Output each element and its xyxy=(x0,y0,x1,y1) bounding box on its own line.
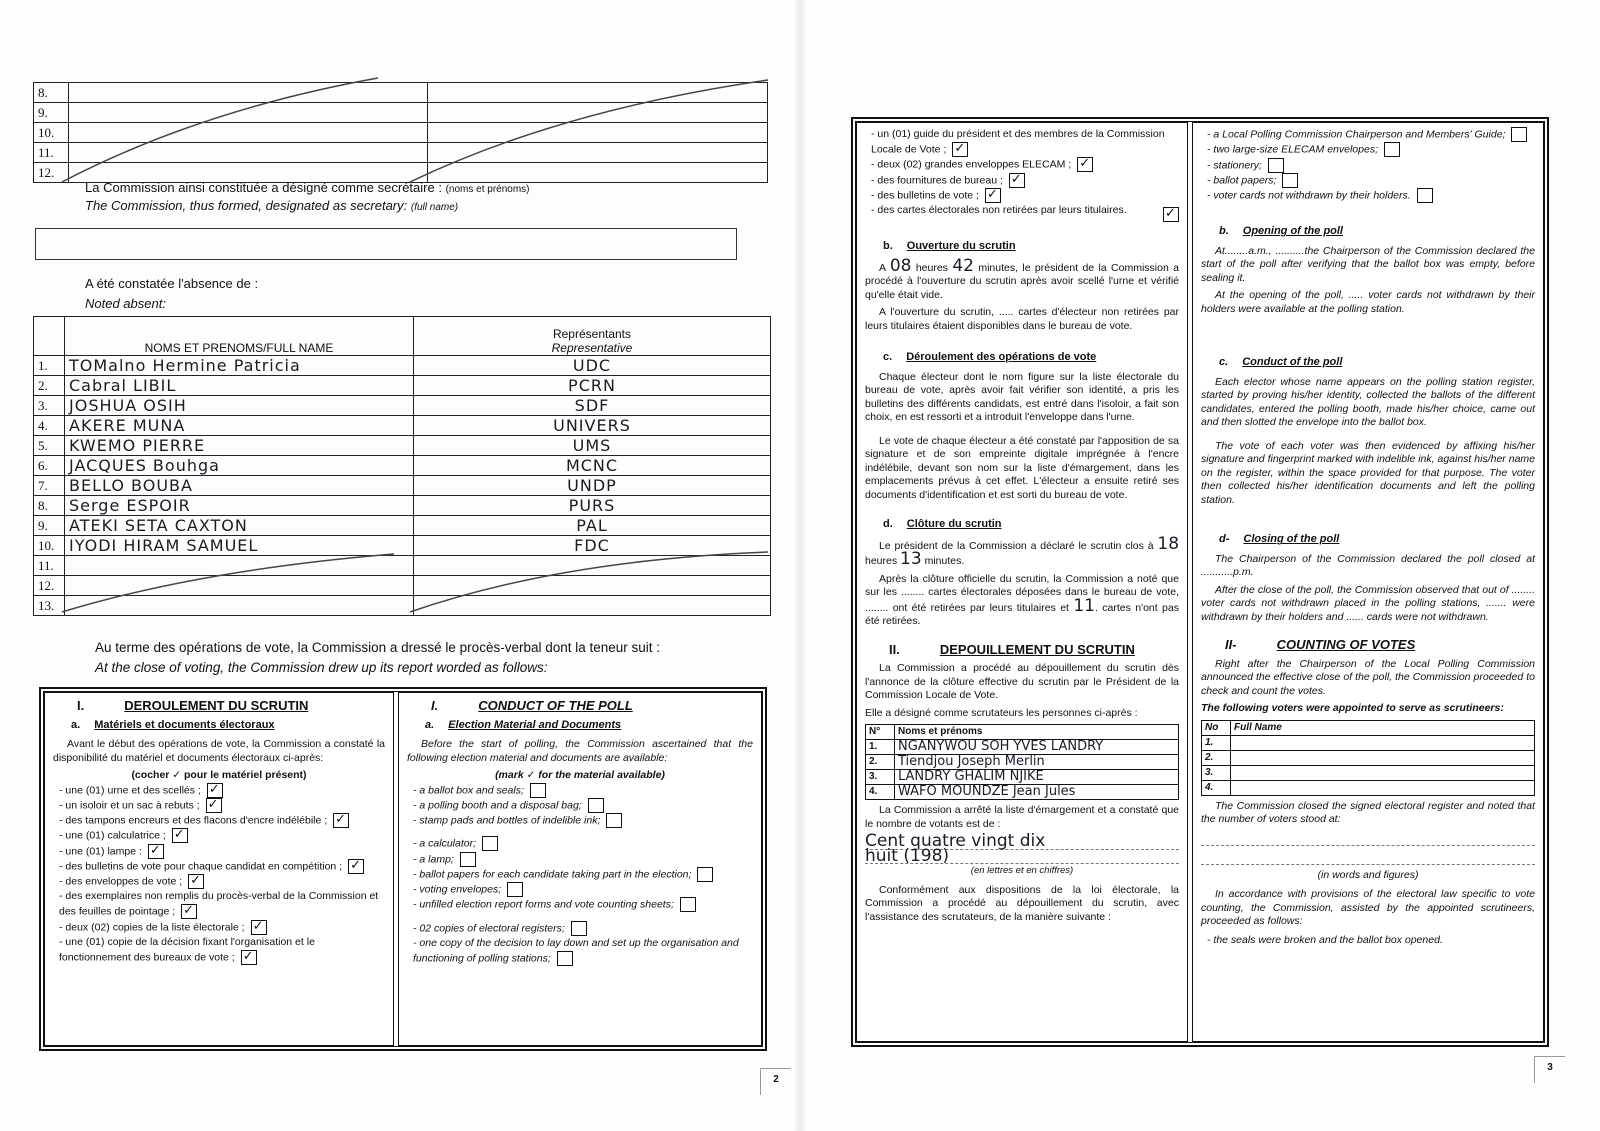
checkbox-checked[interactable] xyxy=(1163,207,1179,222)
row-number: 9. xyxy=(34,103,69,123)
absent-name: AKERE MUNA xyxy=(65,416,414,436)
section-intro: Avant le début des opérations de vote, la Commission a constaté la disponibilité du matériel et documents électoraux ci-après: xyxy=(53,738,385,764)
table-row: 5. KWEMO PIERRE UMS xyxy=(34,436,771,456)
absent-table xyxy=(33,316,771,616)
voters-count-figures[interactable]: huit (198) xyxy=(865,850,1179,865)
checklist-item: - a lamp; xyxy=(407,852,753,867)
table-row: 10. IYODI HIRAM SAMUEL FDC xyxy=(34,536,771,556)
checklist-item: - unfilled election report forms and vote counting sheets; xyxy=(407,897,753,912)
checkbox-empty[interactable] xyxy=(557,951,573,966)
secretary-field[interactable] xyxy=(35,228,737,260)
checkbox-checked[interactable] xyxy=(952,142,968,157)
absent-rep xyxy=(414,576,771,596)
checkbox-empty[interactable] xyxy=(460,852,476,867)
checkbox-checked[interactable] xyxy=(148,844,164,859)
absent-rep: UDC xyxy=(414,356,771,376)
table-header xyxy=(34,317,771,356)
checkbox-empty[interactable] xyxy=(1511,127,1527,142)
section-title: DEROULEMENT DU SCRUTIN xyxy=(124,698,309,713)
instruction: (mark ✓ for the material available) xyxy=(495,769,665,781)
absent-label-fr: A été constatée l'absence de : xyxy=(85,276,259,291)
checklist-item: - a polling booth and a disposal bag; xyxy=(407,798,753,813)
scrutineer-name[interactable] xyxy=(1231,750,1535,765)
absent-name: IYODI HIRAM SAMUEL xyxy=(65,536,414,556)
absent-rep: PURS xyxy=(414,496,771,516)
checkbox-empty[interactable] xyxy=(588,798,604,813)
uncollected-cards[interactable]: 11 xyxy=(1073,595,1095,616)
section-1-en: I. CONDUCT OF THE POLL a. Election Material and Documents Before the start of polling, the Commission ascertained that the following election material and documents are available: (mark ✓ for the material available) - a ballot box and seals; - a polling booth and a disposal bag; - stamp pads and bottles of indelible ink; - a calculator; - a lamp; - ballot papers for each candidate taking part in the election; - voting envelopes; - unfilled election report forms and vote counting sheets; - 02 copies of electoral registers; - one copy of the decision to lay down and set up the organisation and functioning of polling stations; xyxy=(398,692,762,1046)
section-1-box xyxy=(40,688,766,1050)
absent-name: Serge ESPOIR xyxy=(65,496,414,516)
absent-name: KWEMO PIERRE xyxy=(65,436,414,456)
checklist-item: - deux (02) copies de la liste électorale ;✓ xyxy=(53,920,385,935)
absent-name xyxy=(65,576,414,596)
voters-count-words[interactable]: Cent quatre vingt dix xyxy=(865,835,1179,850)
table-row: 1. NGANYWOU SOH YVES LANDRY xyxy=(866,740,1179,755)
subsection-title: Opening of the poll xyxy=(1242,225,1343,238)
section-1-fr: I. DEROULEMENT DU SCRUTIN a. Matériels et documents électoraux Avant le début des opérations de vote, la Commission a constaté la disponibilité du matériel et documents électoraux ci-après: (cocher ✓ pour le matériel présent) - une (01) urne et des scellés ;✓ - un isoloir et un sac à rebuts ;✓ - des tampons encreurs et des flacons d'encre indélébile ;✓ - une (01) calculatrice ;✓ - une (01) lampe :✓ - des bulletins de vote pour chaque candidat en compétition ;✓ - des enveloppes de vote ;✓ - des exemplaires non remplis du procès-verbal de la Commission et des feuilles de pointage ;✓ - deux (02) copies de la liste électorale ;✓ - une (01) copie de la décision fixant l'organisation et le fonctionnement des bureaux de vote ;✓ xyxy=(44,692,394,1046)
voters-count-field[interactable] xyxy=(1201,850,1535,865)
checklist-item: - un (01) guide du président et des membres de la Commission Locale de Vote ;✓ xyxy=(865,127,1179,157)
section-box-right xyxy=(852,118,1548,1046)
page-number: 2 xyxy=(760,1068,791,1095)
checkbox-checked[interactable] xyxy=(206,798,222,813)
table-row xyxy=(34,103,768,123)
checklist-item: - une (01) copie de la décision fixant l'organisation et le fonctionnement des bureaux de vote ;✓ xyxy=(53,935,385,965)
checklist-item: - ballot papers; xyxy=(1201,173,1535,188)
table-row: 4. AKERE MUNA UNIVERS xyxy=(34,416,771,436)
right-column-en: - a Local Polling Commission Chairperson and Members' Guide; - two large-size ELECAM envelopes; - stationery; - ballot papers; - voter cards not withdrawn by their holders. b. Opening of the poll At........a.m., ..........the Chairperson of the Commission declared the start of the poll after verifying that the ballot box was empty, before sealing it. At the opening of the poll, ..... voter cards not withdrawn by their holders were available at the polling station. c. Conduct of the poll Each elector whose name appears on the polling station register, started by proving his/her identity, collected the ballots of the different candidates, entered the polling booth, made his/her choice, came out and then slotted the envelope into the ballot box. The vote of each voter was then evidenced by affixing his/her signature and fingerprint marked with indelible ink, against his/her name on the register, within the space provided for that purpose. The voter then collected his/her identification documents and left the polling station. d- Closing of the poll The Chairperson of the Commission declared the poll closed at ...........p.m. After the close of the poll, the Commission observed that out of ........ voter cards not withdrawn placed in the polling stations, ....... were withdrawn by their holders and ...... cards were not withdrawn. II- COUNTING OF VOTES Right after the Chairperson of the Local Polling Commission announced the effective close of the poll, the Commission proceeded to check and count the votes. The following voters were appointed to serve as scrutineers: No Full Name 1. 2. 3. 4. The Commission closed the signed electoral register and noted that the number of voters stood at: (in words and figures) In accordance with provisions of the electoral law specific to vote counting, the Commission, assisted by the appointed scrutineers, proceeded as follows: - the seals were broken and the ballot box opened. xyxy=(1192,122,1544,1042)
checkbox-empty[interactable] xyxy=(1417,188,1433,203)
secretary-label-en: The Commission, thus formed, designated as secretary: (full name) xyxy=(85,198,459,213)
scrutineer-name[interactable]: Tiendjou Joseph Merlin xyxy=(895,755,1179,770)
absent-name: JACQUES Bouhga xyxy=(65,456,414,476)
checkbox-checked[interactable] xyxy=(251,920,267,935)
checkbox-empty[interactable] xyxy=(1268,158,1284,173)
page-number: 3 xyxy=(1534,1056,1565,1083)
checklist-item: - des cartes électorales non retirées par leurs titulaires. ✓ xyxy=(865,203,1179,218)
table-row: 1. TOMalno Hermine Patricia UDC xyxy=(34,356,771,376)
checkbox-checked[interactable] xyxy=(1009,173,1025,188)
subsection-title: Closing of the poll xyxy=(1243,533,1340,546)
subsection-title: Clôture du scrutin xyxy=(906,518,1002,531)
checklist-item: - stamp pads and bottles of indelible ink; xyxy=(407,813,753,828)
subsection-title: Ouverture du scrutin xyxy=(906,240,1016,253)
checkbox-empty[interactable] xyxy=(530,783,546,798)
table-row: 13. xyxy=(34,596,771,616)
row-number: 10. xyxy=(34,123,69,143)
checkbox-empty[interactable] xyxy=(697,867,713,882)
table-row xyxy=(34,143,768,163)
closing-minutes[interactable]: 13 xyxy=(900,549,922,570)
absent-name xyxy=(65,556,414,576)
checklist-item: - une (01) urne et des scellés ;✓ xyxy=(53,783,385,798)
checklist-item: - two large-size ELECAM envelopes; xyxy=(1201,142,1535,157)
table-row: 1. xyxy=(1202,735,1535,750)
opening-hours[interactable]: 08 xyxy=(889,255,912,276)
checklist-item: - des bulletins de vote ;✓ xyxy=(865,188,1179,203)
header-full-name: NOMS ET PRENOMS/FULL NAME xyxy=(65,317,414,356)
scrutineer-name[interactable]: LANDRY GHALIM NJIKE xyxy=(895,770,1179,785)
scrutineers-table-fr: N° Noms et prénoms 1. NGANYWOU SOH YVES LANDRY 2. Tiendjou Joseph Merlin 3. LANDRY GHALIM NJIKE 4. WAFO MOUNDZE Jean Jules xyxy=(865,724,1179,800)
checklist-item: - un isoloir et un sac à rebuts ;✓ xyxy=(53,798,385,813)
table-row: 2. Cabral LIBIL PCRN xyxy=(34,376,771,396)
checklist-item: - des exemplaires non remplis du procès-verbal de la Commission et des feuilles de pointage ;✓ xyxy=(53,889,385,919)
absent-name: TOMalno Hermine Patricia xyxy=(65,356,414,376)
section-title: CONDUCT OF THE POLL xyxy=(478,698,633,713)
checkbox-empty[interactable] xyxy=(680,897,696,912)
checkbox-empty[interactable] xyxy=(1282,173,1298,188)
voters-count-field[interactable] xyxy=(1201,831,1535,846)
secretary-label-fr: La Commission ainsi constituée a désigné comme secrétaire : (noms et prénoms) xyxy=(85,180,530,195)
checkbox-empty[interactable] xyxy=(482,836,498,851)
checklist-item: - des enveloppes de vote ;✓ xyxy=(53,874,385,889)
checklist-item: - une (01) lampe :✓ xyxy=(53,844,385,859)
absent-rep: UNIVERS xyxy=(414,416,771,436)
checklist-item: - one copy of the decision to lay down and set up the organisation and functioning of polling stations; xyxy=(413,937,739,965)
scrutineers-table-en: No Full Name 1. 2. 3. 4. xyxy=(1201,720,1535,796)
checklist-item: - stationery; xyxy=(1201,158,1535,173)
scrutineer-name[interactable] xyxy=(1231,780,1535,795)
absent-name: Cabral LIBIL xyxy=(65,376,414,396)
checklist-item: - des fournitures de bureau ;✓ xyxy=(865,173,1179,188)
checkbox-checked[interactable] xyxy=(241,950,257,965)
scrutineer-name[interactable]: WAFO MOUNDZE Jean Jules xyxy=(895,785,1179,800)
subsection-title: Déroulement des opérations de vote xyxy=(906,351,1097,364)
absent-name xyxy=(65,596,414,616)
section-title: COUNTING OF VOTES xyxy=(1276,637,1416,653)
members-table-continued xyxy=(33,82,768,183)
right-page xyxy=(800,0,1600,1131)
checkbox-checked[interactable] xyxy=(348,859,364,874)
absent-rep: UNDP xyxy=(414,476,771,496)
absent-rep xyxy=(414,596,771,616)
section-intro: Before the start of polling, the Commission ascertained that the following election material and documents are available: xyxy=(407,738,753,764)
scrutineer-name[interactable]: NGANYWOU SOH YVES LANDRY xyxy=(895,740,1179,755)
table-row: 8. Serge ESPOIR PURS xyxy=(34,496,771,516)
table-row xyxy=(34,123,768,143)
closing-text: Le président de la Commission a déclaré le scrutin clos à 18 heures 13 minutes. xyxy=(865,533,1180,570)
absent-name: BELLO BOUBA xyxy=(65,476,414,496)
checklist-item: - voter cards not withdrawn by their holders. xyxy=(1201,188,1535,203)
right-column-fr: - un (01) guide du président et des membres de la Commission Locale de Vote ;✓ - deux (02) grandes enveloppes ELECAM ;✓ - des fournitures de bureau ;✓ - des bulletins de vote ;✓ - des cartes électorales non retirées par leurs titulaires. ✓ b. Ouverture du scrutin A 08 heures 42 minutes, le président de la Commission a procédé à l'ouverture du scrutin après avoir scellé l'urne et vérifié qu'elle était vide. A l'ouverture du scrutin, ..... cartes d'électeur non retirées par leurs titulaires étaient disponibles dans le bureau de vote. c. Déroulement des opérations de vote Chaque électeur dont le nom figure sur la liste électorale du bureau de vote, après avoir fait vérifier son identité, a pris les bulletins des différents candidats, est entré dans l'isoloir, a fait son choix, en est ressorti et a introduit l'enveloppe dans l'urne. Le vote de chaque électeur a été constaté par l'apposition de sa signature et de son empreinte digitale imprégnée à l'encre indélébile, devant son nom sur la liste d'émargement, dans les emplacements prévus à cet effet. L'électeur a ensuite retiré ses documents d'identification et est sorti du bureau de vote. d. Clôture du scrutin Le président de la Commission a déclaré le scrutin clos à 18 heures 13 minutes. Après la clôture officielle du scrutin, la Commission a noté que sur les ........ cartes électorales déposées dans le bureau de vote, ........ ont été retirées par leurs titulaires et 11. cartes n'ont pas été retirées. II. DEPOUILLEMENT DU SCRUTIN La Commission a procédé au dépouillement du scrutin dès l'annonce de la clôture effective du scrutin par le Président de la Commission Locale de Vote. Elle a désigné comme scrutateurs les personnes ci-après : N° Noms et prénoms 1. NGANYWOU SOH YVES LANDRY 2. Tiendjou Joseph Merlin 3. LANDRY GHALIM NJIKE 4. WAFO MOUNDZE Jean Jules La Commission a arrêté la liste d'émargement et a constaté que le nombre de votants est de : Cent quatre vingt dix huit (198) (en lettres et en chiffres) Conformément aux dispositions de la loi électorale, la Commission a procédé au dépouillement du scrutin, avec l'assistance des scrutateurs, de la manière suivante : xyxy=(856,122,1188,1042)
checkbox-checked[interactable] xyxy=(1077,157,1093,172)
absent-rep: SDF xyxy=(414,396,771,416)
table-row: 11. xyxy=(34,556,771,576)
header-representative: Représentants Representative xyxy=(414,317,771,356)
opening-minutes[interactable]: 42 xyxy=(952,255,974,276)
absent-label-en: Noted absent: xyxy=(85,296,166,311)
checklist-item: - a ballot box and seals; xyxy=(407,783,753,798)
row-number: 11. xyxy=(34,143,69,163)
subsection-title: Conduct of the poll xyxy=(1242,356,1343,369)
checklist-item: - a Local Polling Commission Chairperson and Members' Guide; xyxy=(1201,127,1535,142)
table-row: 2. xyxy=(1202,750,1535,765)
checkbox-checked[interactable] xyxy=(181,904,197,919)
instruction: (cocher ✓ pour le matériel présent) xyxy=(131,769,307,781)
absent-rep: PAL xyxy=(414,516,771,536)
checklist-item: - une (01) calculatrice ;✓ xyxy=(53,828,385,843)
checkbox-checked[interactable] xyxy=(188,874,204,889)
opening-text: A 08 heures 42 minutes, le président de la Commission a procédé à l'ouverture du scrutin après avoir scellé l'urne et vérifié qu'elle était vide. xyxy=(865,255,1180,301)
absent-rep: UMS xyxy=(414,436,771,456)
table-row xyxy=(34,83,768,103)
scrutineer-name[interactable] xyxy=(1231,765,1535,780)
absent-name: ATEKI SETA CAXTON xyxy=(65,516,414,536)
checklist-item: - voting envelopes; xyxy=(407,882,753,897)
table-row: 4. xyxy=(1202,780,1535,795)
table-row: 3. LANDRY GHALIM NJIKE xyxy=(866,770,1179,785)
checkbox-checked[interactable] xyxy=(172,828,188,843)
checkbox-empty[interactable] xyxy=(571,921,587,936)
checklist-item: - des tampons encreurs et des flacons d'encre indélébile ;✓ xyxy=(53,813,385,828)
section-title: DEPOUILLEMENT DU SCRUTIN xyxy=(939,641,1135,657)
absent-rep: FDC xyxy=(414,536,771,556)
checklist-item: - des bulletins de vote pour chaque candidat en compétition ;✓ xyxy=(53,859,385,874)
checklist-item: - a calculator; xyxy=(407,836,753,851)
table-row: 9. ATEKI SETA CAXTON PAL xyxy=(34,516,771,536)
absent-rep: PCRN xyxy=(414,376,771,396)
report-intro-fr: Au terme des opérations de vote, la Commission a dressé le procès-verbal dont la teneur suit : xyxy=(95,640,661,655)
checkbox-empty[interactable] xyxy=(606,813,622,828)
table-row: 3. JOSHUA OSIH SDF xyxy=(34,396,771,416)
table-row: 4. WAFO MOUNDZE Jean Jules xyxy=(866,785,1179,800)
closing-hours[interactable]: 18 xyxy=(1157,533,1180,554)
table-row: 3. xyxy=(1202,765,1535,780)
table-row: 12. xyxy=(34,576,771,596)
table-row: 6. JACQUES Bouhga MCNC xyxy=(34,456,771,476)
absent-name: JOSHUA OSIH xyxy=(65,396,414,416)
checkbox-checked[interactable] xyxy=(985,188,1001,203)
absent-rep: MCNC xyxy=(414,456,771,476)
checklist-item: - deux (02) grandes enveloppes ELECAM ;✓ xyxy=(865,157,1179,172)
checkbox-empty[interactable] xyxy=(1384,142,1400,157)
checkbox-empty[interactable] xyxy=(507,882,523,897)
row-number: 8. xyxy=(34,83,69,103)
table-row: 7. BELLO BOUBA UNDP xyxy=(34,476,771,496)
row-number: 12. xyxy=(34,163,69,183)
table-row: 2. Tiendjou Joseph Merlin xyxy=(866,755,1179,770)
absent-rep xyxy=(414,556,771,576)
scrutineer-name[interactable] xyxy=(1231,735,1535,750)
checkbox-checked[interactable] xyxy=(333,813,349,828)
report-intro-en: At the close of voting, the Commission drew up its report worded as follows: xyxy=(95,660,548,675)
checklist-item: - ballot papers for each candidate taking part in the election; xyxy=(407,867,753,882)
checklist-item: - 02 copies of electoral registers; xyxy=(407,921,753,936)
